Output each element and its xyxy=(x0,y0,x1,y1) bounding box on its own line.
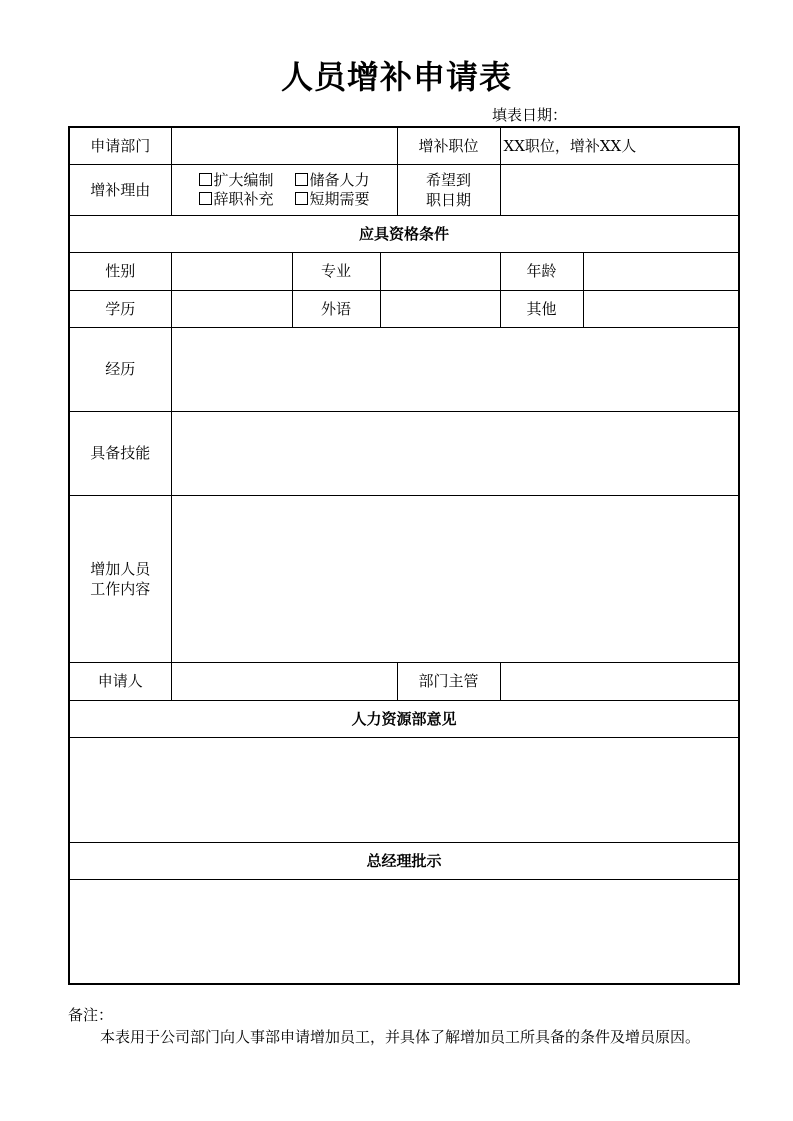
checkbox-icon[interactable] xyxy=(199,173,212,186)
reason-option-expand[interactable]: 扩大编制 xyxy=(199,171,295,190)
work-content-label: 增加人员 工作内容 xyxy=(69,495,171,662)
experience-field[interactable] xyxy=(171,327,739,411)
applicant-field[interactable] xyxy=(171,662,397,700)
checkbox-icon[interactable] xyxy=(295,173,308,186)
reason-option-reserve[interactable]: 储备人力 xyxy=(295,171,370,190)
reason-option-resignation[interactable]: 辞职补充 xyxy=(199,190,295,209)
manager-field[interactable] xyxy=(500,662,739,700)
applicant-label: 申请人 xyxy=(69,662,171,700)
major-field[interactable] xyxy=(380,252,500,290)
work-content-field[interactable] xyxy=(171,495,739,662)
skills-field[interactable] xyxy=(171,411,739,495)
gm-approval-field[interactable] xyxy=(69,879,739,984)
application-form xyxy=(68,126,740,985)
major-label: 专业 xyxy=(292,252,380,290)
qualification-header: 应具资格条件 xyxy=(69,215,739,252)
position-field[interactable]: XX职位，增补XX人 xyxy=(500,127,739,164)
hope-date-field[interactable] xyxy=(500,164,739,215)
manager-label: 部门主管 xyxy=(397,662,500,700)
hope-date-label: 希望到 职日期 xyxy=(397,164,500,215)
note-title: 备注： xyxy=(68,1006,114,1024)
experience-label: 经历 xyxy=(69,327,171,411)
dept-label: 申请部门 xyxy=(69,127,171,164)
dept-field[interactable] xyxy=(171,127,397,164)
age-label: 年龄 xyxy=(500,252,583,290)
gm-approval-header: 总经理批示 xyxy=(69,842,739,879)
education-label: 学历 xyxy=(69,290,171,327)
skills-label: 具备技能 xyxy=(69,411,171,495)
reason-options xyxy=(171,164,397,215)
gender-field[interactable] xyxy=(171,252,292,290)
language-field[interactable] xyxy=(380,290,500,327)
reason-label: 增补理由 xyxy=(69,164,171,215)
gender-label: 性别 xyxy=(69,252,171,290)
page-title: 人员增补申请表 xyxy=(280,58,512,96)
fill-date-label: 填表日期： xyxy=(492,106,568,124)
age-field[interactable] xyxy=(583,252,739,290)
education-field[interactable] xyxy=(171,290,292,327)
other-field[interactable] xyxy=(583,290,739,327)
note-text: 本表用于公司部门向人事部申请增加员工，并具体了解增加员工所具备的条件及增员原因。 xyxy=(100,1028,701,1046)
checkbox-icon[interactable] xyxy=(295,192,308,205)
hr-opinion-header: 人力资源部意见 xyxy=(69,700,739,737)
language-label: 外语 xyxy=(292,290,380,327)
reason-option-short-term[interactable]: 短期需要 xyxy=(295,190,370,209)
position-label: 增补职位 xyxy=(397,127,500,164)
checkbox-icon[interactable] xyxy=(199,192,212,205)
other-label: 其他 xyxy=(500,290,583,327)
hr-opinion-field[interactable] xyxy=(69,737,739,842)
